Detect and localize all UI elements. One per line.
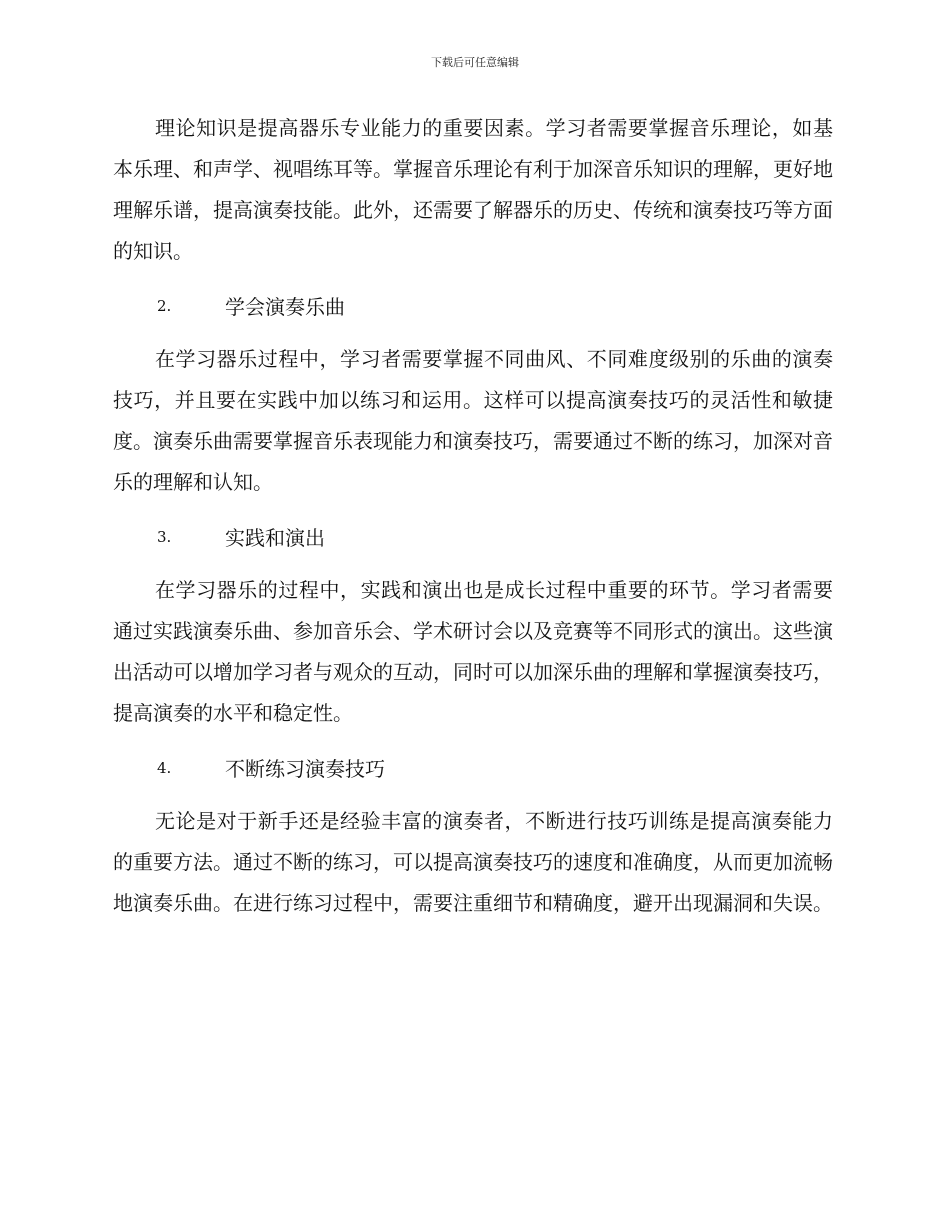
section-heading-3 xyxy=(113,516,833,557)
section-heading-4 xyxy=(113,747,833,788)
section-title: 学会演奏乐曲 xyxy=(225,295,345,319)
paragraph-theory: 理论知识是提高器乐专业能力的重要因素。学习者需要掌握音乐理论，如基本乐理、和声学、视唱练耳等。掌握音乐理论有利于加深音乐知识的理解，更好地理解乐谱，提高演奏技能。此外，还需要了解器乐的历史、传统和演奏技巧等方面的知识。 xyxy=(113,116,833,263)
page-header: 下载后可任意编辑 xyxy=(431,56,519,69)
paragraph-play-pieces: 在学习器乐过程中，学习者需要掌握不同曲风、不同难度级别的乐曲的演奏技巧，并且要在实践中加以练习和运用。这样可以提高演奏技巧的灵活性和敏捷度。演奏乐曲需要掌握音乐表现能力和演奏技巧，需要通过不断的练习，加深对音乐的理解和认知。 xyxy=(113,347,833,494)
section-title: 实践和演出 xyxy=(225,526,325,550)
section-title: 不断练习演奏技巧 xyxy=(225,757,385,781)
paragraph-practice-performance: 在学习器乐的过程中，实践和演出也是成长过程中重要的环节。学习者需要通过实践演奏乐曲、参加音乐会、学术研讨会以及竞赛等不同形式的演出。这些演出活动可以增加学习者与观众的互动，同时可以加深乐曲的理解和掌握演奏技巧，提高演奏的水平和稳定性。 xyxy=(113,578,833,725)
paragraph-technique-training: 无论是对于新手还是经验丰富的演奏者，不断进行技巧训练是提高演奏能力的重要方法。通过不断的练习，可以提高演奏技巧的速度和准确度，从而更加流畅地演奏乐曲。在进行练习过程中，需要注重细节和精确度，避开出现漏洞和失误。 xyxy=(113,809,833,915)
section-heading-2 xyxy=(113,285,833,326)
section-number: 3. xyxy=(157,527,172,546)
document-body xyxy=(113,108,833,924)
section-number: 4. xyxy=(157,758,172,777)
section-number: 2. xyxy=(157,296,172,315)
